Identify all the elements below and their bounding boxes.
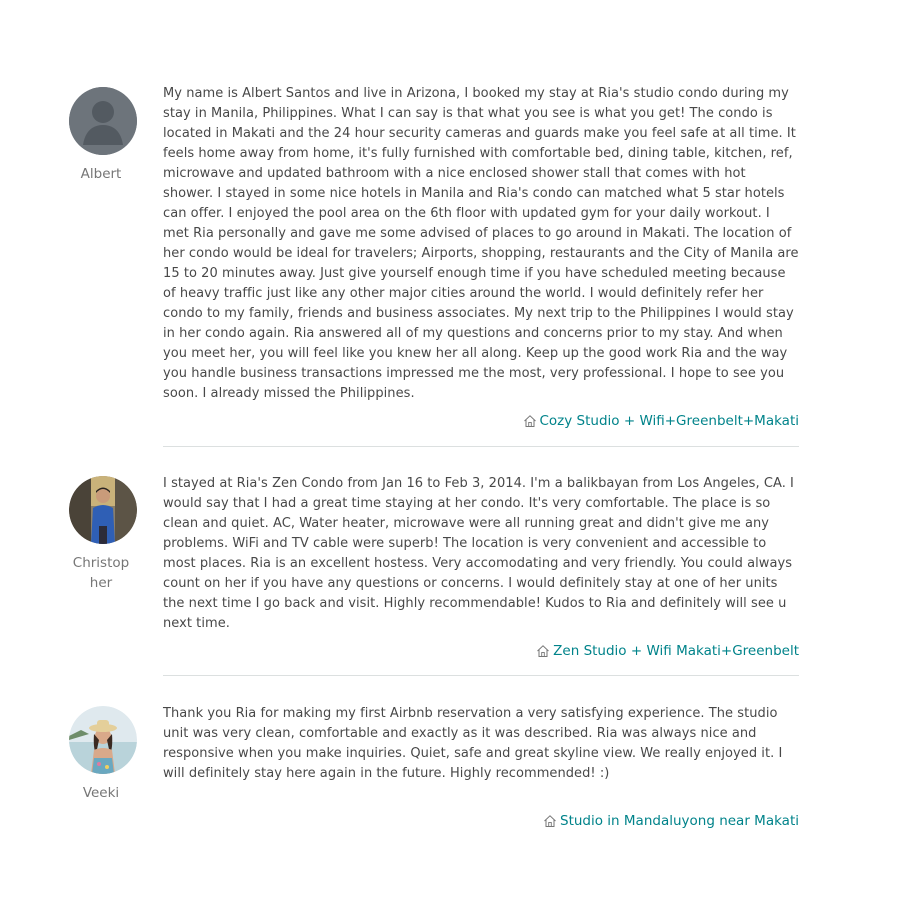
reviewer-name[interactable]: Albert bbox=[80, 166, 122, 182]
listing-name: Cozy Studio + Wifi+Greenbelt+Makati bbox=[539, 413, 799, 429]
review-text: Thank you Ria for making my first Airbnb reservation a very satisfying experience. The studio unit was very clean, comfortable and exactly as it was described. Ria was always nice and responsive when you make inquiries. Quiet, safe and great skyline view. We really enjoyed it. I will definitely stay here again in the future. Highly recommended! :) bbox=[163, 706, 783, 781]
home-icon bbox=[536, 644, 550, 658]
home-icon bbox=[523, 414, 537, 428]
review-divider bbox=[163, 446, 799, 447]
review-text: I stayed at Ria's Zen Condo from Jan 16 to Feb 3, 2014. I'm a balikbayan from Los Angeles, CA. I would say that I had a great time staying at her condo. It's very comfortable. The place is so clean and quiet. AC, Water heater, microwave were all running great and didn't give me any problems. WiFi and TV cable were superb! The location is very convenient and accessible to most places. Ria is an excellent hostess. Very accomodating and very friendly. You could always count on her if you have any questions or concerns. I would definitely stay at one of her units the next time I go back and visit. Highly recommendable! Kudos to Ria and definitely will see u next time. bbox=[163, 476, 794, 631]
user-silhouette-icon bbox=[69, 87, 137, 155]
reviewer bbox=[69, 706, 133, 803]
listing-link[interactable] bbox=[523, 411, 800, 431]
user-photo-icon bbox=[69, 706, 137, 774]
listing-name: Zen Studio + Wifi Makati+Greenbelt bbox=[553, 643, 799, 659]
reviewer-avatar[interactable] bbox=[69, 476, 137, 544]
reviewer-avatar[interactable] bbox=[69, 706, 137, 774]
review-divider bbox=[163, 675, 799, 676]
listing-link[interactable] bbox=[543, 811, 799, 831]
listing-link[interactable] bbox=[536, 641, 799, 661]
reviewer bbox=[69, 87, 133, 184]
reviewer-name[interactable]: Veeki bbox=[82, 785, 120, 801]
home-icon bbox=[543, 814, 557, 828]
review-text: My name is Albert Santos and live in Arizona, I booked my stay at Ria's studio condo during my stay in Manila, Philippines. What I can say is that what you see is what you get! The condo is located in Makati and the 24 hour security cameras and guards make you feel safe at all time. It feels home away from home, it's fully furnished with comfortable bed, dining table, kitchen, ref, microwave and updated bathroom with a nice enclosed shower stall that comes with hot shower. I stayed in some nice hotels in Manila and Ria's condo can matched what 5 star hotels can offer. I enjoyed the pool area on the 6th floor with updated gym for your daily workout. I met Ria personally and gave me some advised of places to go around in Makati. The location of her condo would be ideal for travelers; Airports, shopping, restaurants and the City of Manila are 15 to 20 minutes away. Just give yourself enough time if you have scheduled meeting because of heavy traffic just like any other major cities around the world. I would definitely refer her condo to my family, friends and business associates. My next trip to the Philippines I would stay in her condo again. Ria answered all of my questions and concerns prior to my stay. And when you meet her, you will feel like you knew her all along. Keep up the good work Ria and the way you handle business transactions impressed me the most, very professional. I hope to see you soon. I already missed the Philippines. bbox=[163, 86, 799, 401]
user-photo-icon bbox=[69, 476, 137, 544]
reviewer-name[interactable]: Christopher bbox=[72, 555, 130, 591]
reviewer bbox=[69, 476, 133, 593]
reviewer-avatar[interactable] bbox=[69, 87, 137, 155]
listing-name: Studio in Mandaluyong near Makati bbox=[560, 813, 799, 829]
